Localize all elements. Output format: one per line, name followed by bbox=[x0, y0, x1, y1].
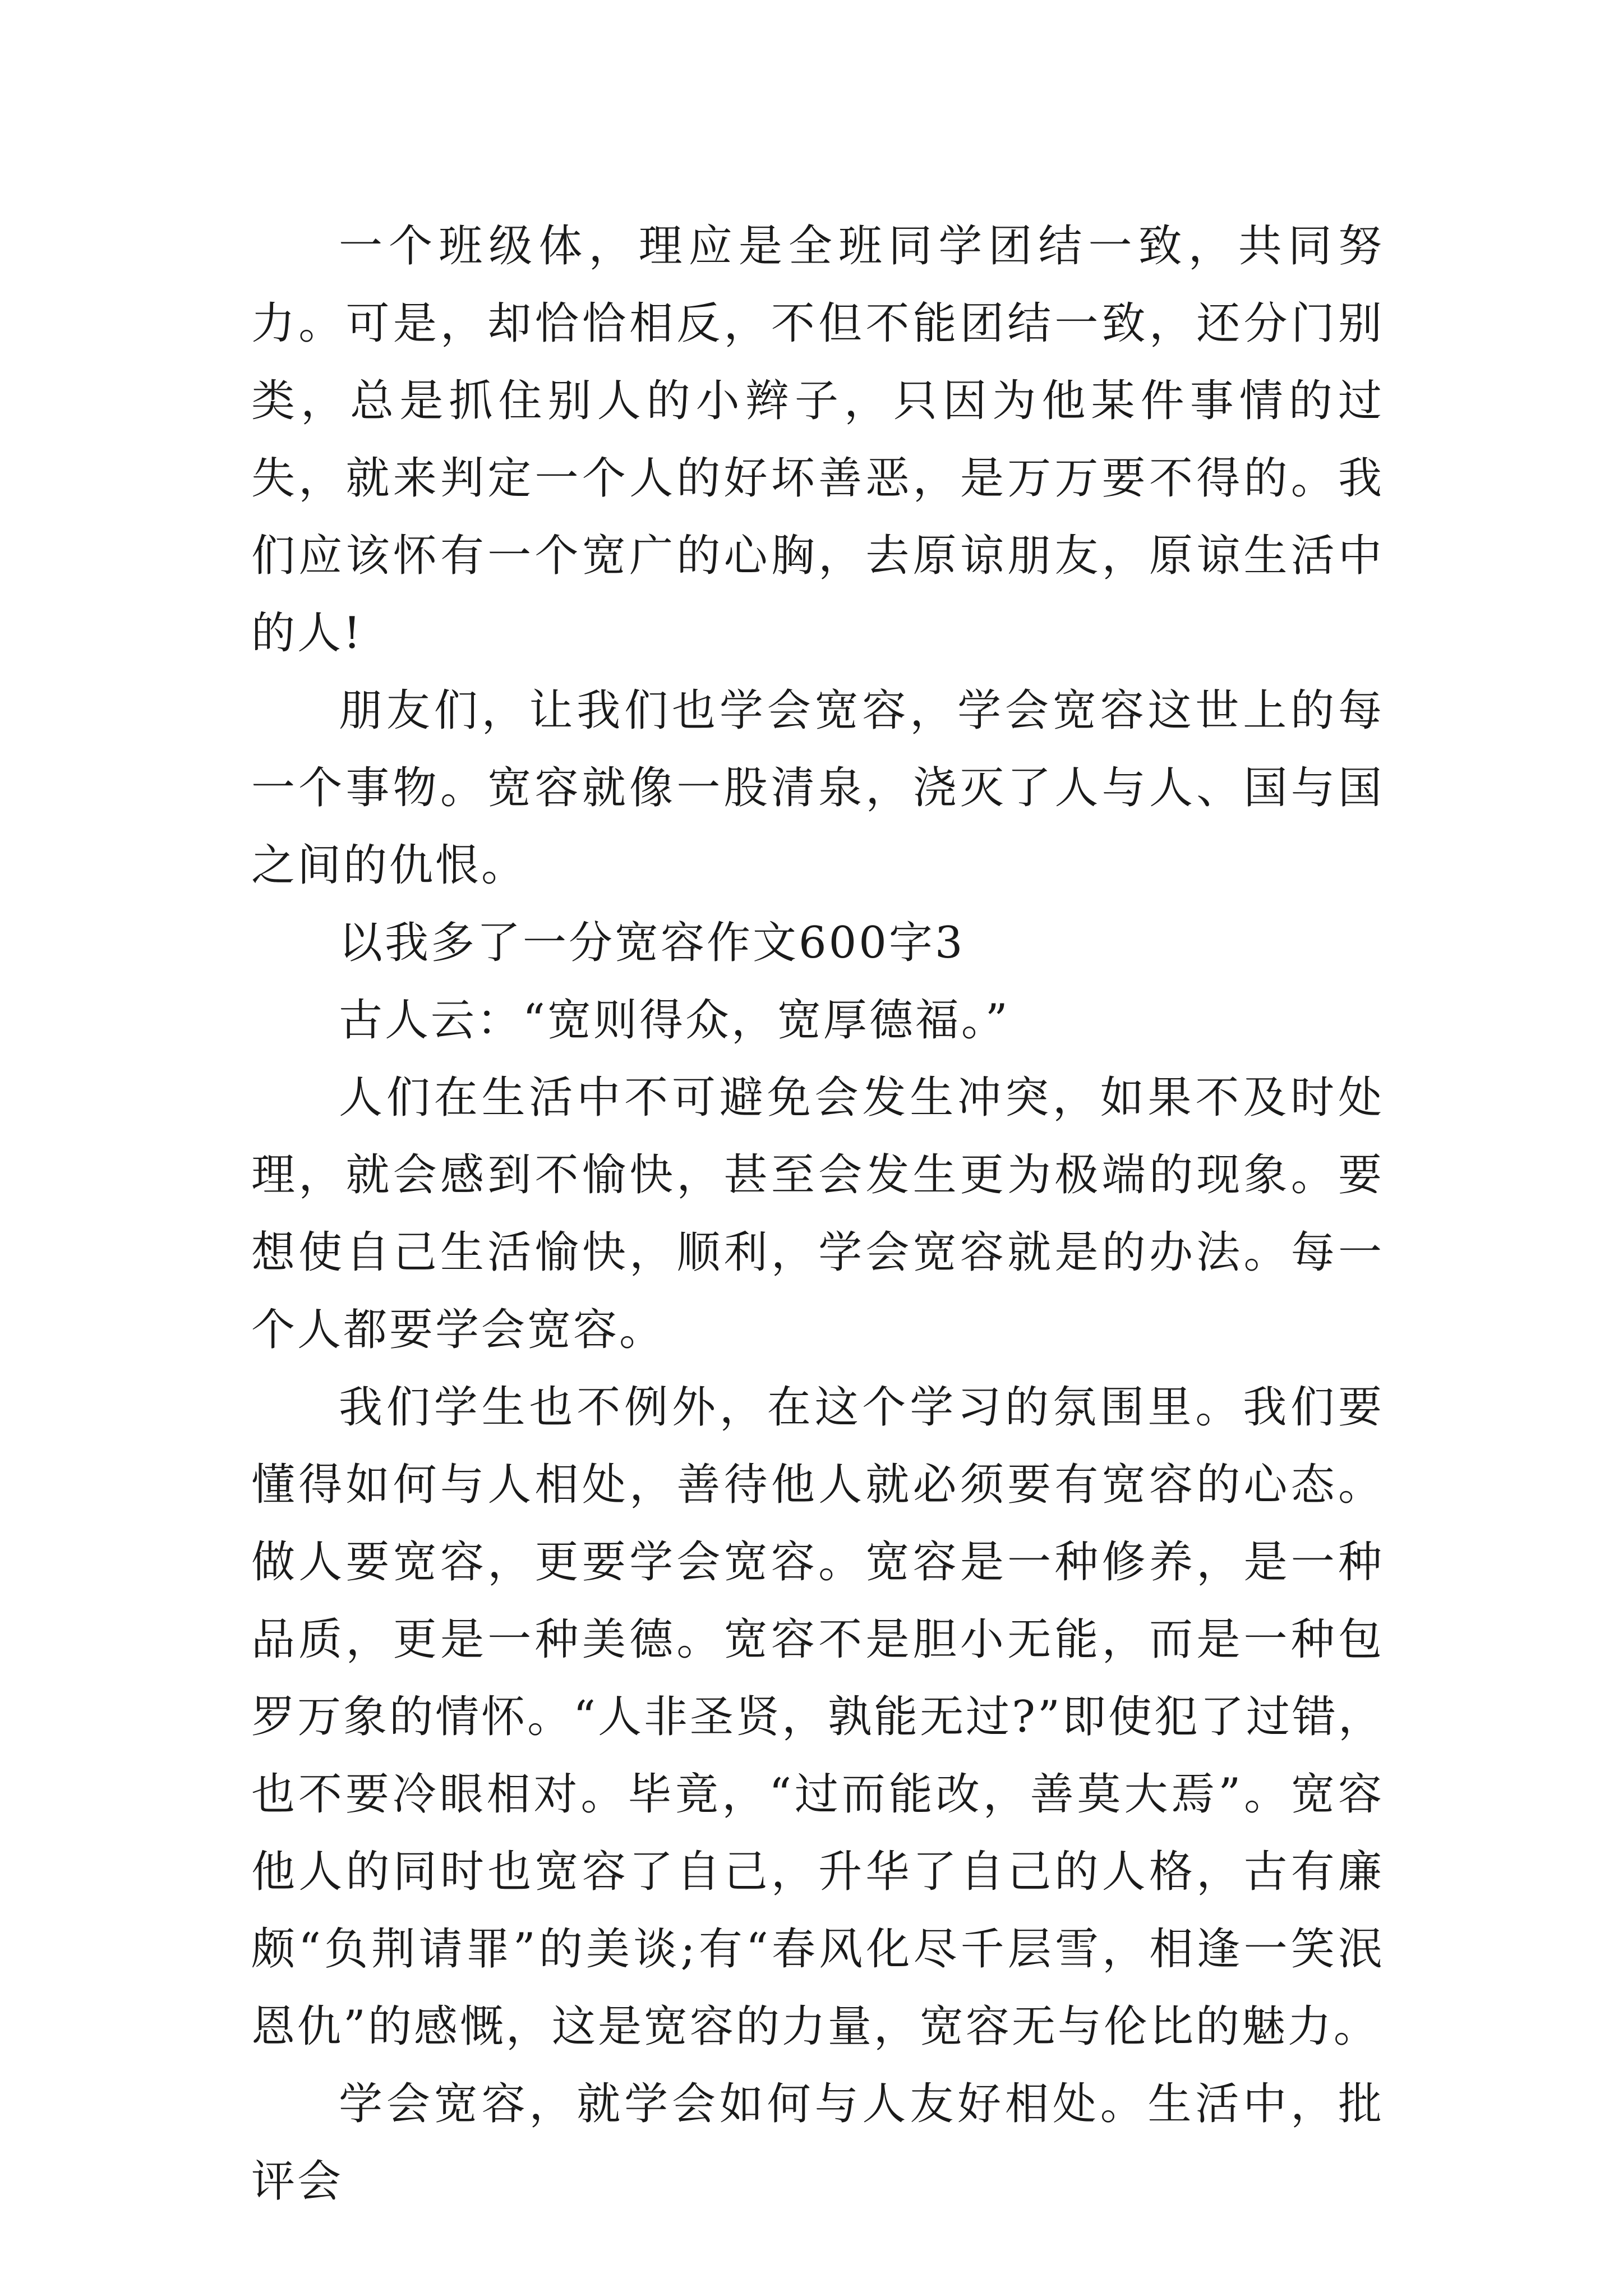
document-body bbox=[251, 208, 1384, 2220]
paragraph: 一个班级体，理应是全班同学团结一致，共同努力。可是，却恰恰相反，不但不能团结一致，还分门别类，总是抓住别人的小辫子，只因为他某件事情的过失，就来判定一个人的好坏善恶，是万万要不得的。我们应该怀有一个宽广的心胸，去原谅朋友，原谅生活中的人! bbox=[251, 221, 1384, 659]
paragraph: 朋友们，让我们也学会宽容，学会宽容这世上的每一个事物。宽容就像一股清泉，浇灭了人与人、国与国之间的仇恨。 bbox=[251, 685, 1384, 891]
paragraph: 古人云：“宽则得众，宽厚德福。” bbox=[339, 995, 1010, 1046]
paragraph: 人们在生活中不可避免会发生冲突，如果不及时处理，就会感到不愉快，甚至会发生更为极端的现象。要想使自己生活愉快，顺利，学会宽容就是的办法。每一个人都要学会宽容。 bbox=[251, 1073, 1384, 1355]
paragraph: 我们学生也不例外，在这个学习的氛围里。我们要懂得如何与人相处，善待他人就必须要有宽容的心态。做人要宽容，更要学会宽容。宽容是一种修养，是一种品质，更是一种美德。宽容不是胆小无能，而是一种包罗万象的情怀。“人非圣贤，孰能无过?”即使犯了过错，也不要冷眼相对。毕竟，“过而能改，善莫大焉”。宽容他人的同时也宽容了自己，升华了自己的人格，古有廉颇“负荆请罪”的美谈;有“春风化尽千层雪，相逢一笑泯恩仇”的感慨，这是宽容的力量，宽容无与伦比的魅力。 bbox=[251, 1382, 1384, 2052]
section-heading: 以我多了一分宽容作文600字3 bbox=[339, 918, 965, 968]
paragraph: 学会宽容，就学会如何与人友好相处。生活中，批评会 bbox=[251, 2079, 1384, 2207]
